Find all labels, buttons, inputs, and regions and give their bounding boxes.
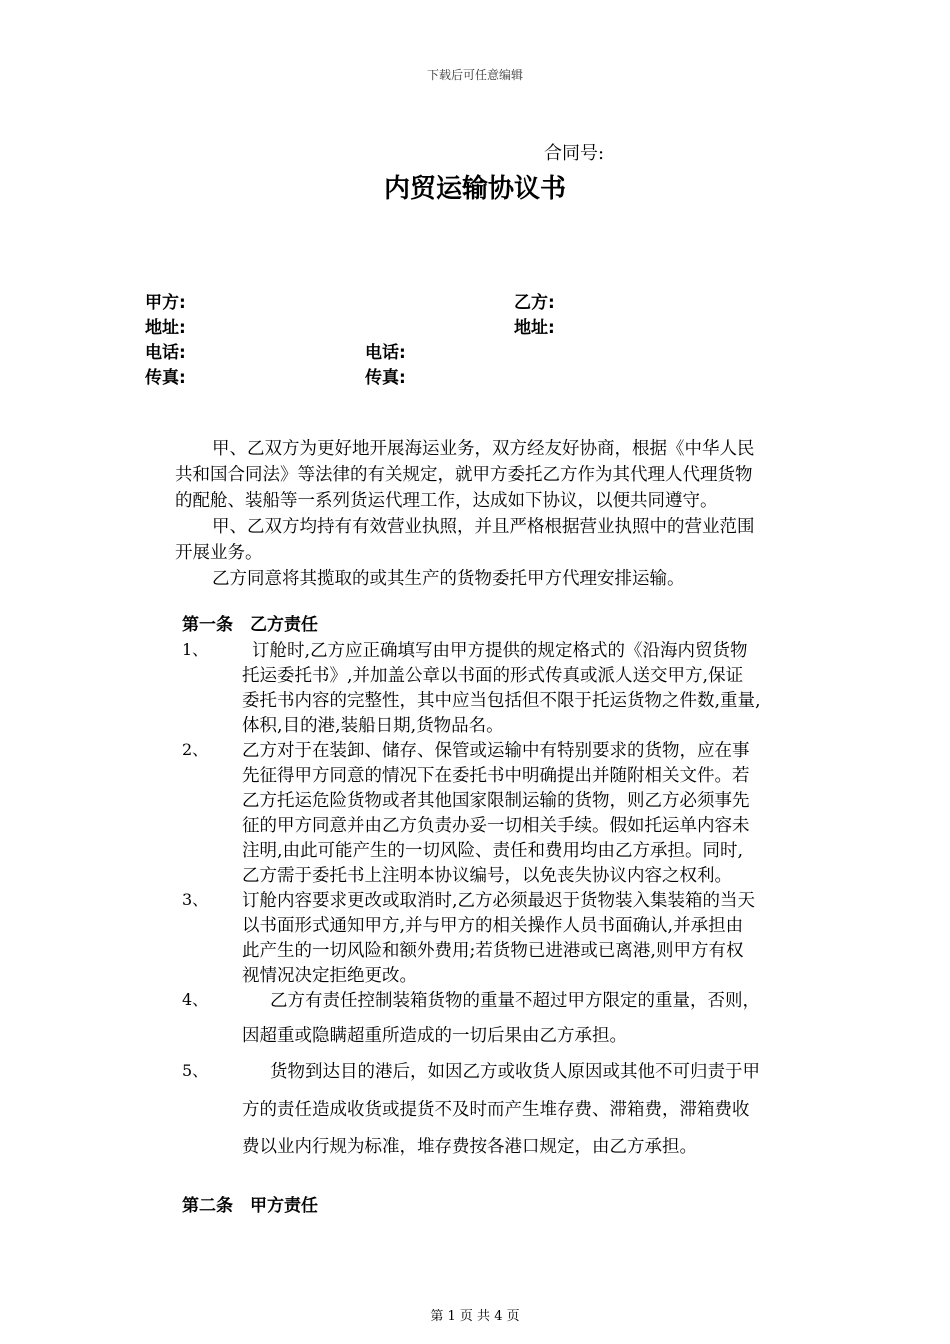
item-line: 委托书内容的完整性，其中应当包括但不限于托运货物之件数,重量, [242, 691, 761, 711]
item-line: 订舱内容要求更改或取消时,乙方必须最迟于货物装入集装箱的当天 [242, 891, 756, 911]
item-number: 2、 [182, 740, 209, 759]
item-line: 视情况决定拒绝更改。 [242, 966, 417, 986]
item-line: 托运委托书》,并加盖公章以书面的形式传真或派人送交甲方,保证 [242, 666, 744, 686]
party-a-address-label: 地址: [145, 318, 186, 338]
document-title: 内贸运输协议书 [383, 174, 566, 204]
item-line: 因超重或隐瞒超重所造成的一切后果由乙方承担。 [242, 1026, 627, 1046]
item-line: 征的甲方同意并由乙方负责办妥一切相关手续。假如托运单内容未 [242, 816, 750, 836]
item-number: 5、 [182, 1061, 209, 1080]
party-a-fax-label: 传真: [145, 368, 186, 388]
item-line: 乙方托运危险货物或者其他国家限制运输的货物，则乙方必须事先 [242, 791, 750, 811]
intro-line: 甲、乙双方均持有有效营业执照，并且严格根据营业执照中的营业范围 [212, 517, 755, 537]
party-b-label: 乙方: [514, 293, 555, 313]
item-line: 先征得甲方同意的情况下在委托书中明确提出并随附相关文件。若 [242, 766, 750, 786]
item-line: 此产生的一切风险和额外费用;若货物已进港或已离港,则甲方有权 [242, 941, 744, 961]
item-number: 1、 [182, 640, 209, 659]
page-footer: 第 1 页 共 4 页 [430, 1309, 520, 1324]
item-line: 体积,目的港,装船日期,货物品名。 [242, 716, 504, 736]
item-line: 方的责任造成收货或提货不及时而产生堆存费、滞箱费，滞箱费收 [242, 1100, 750, 1120]
contract-number-label: 合同号: [544, 143, 605, 164]
item-number: 3、 [182, 890, 209, 909]
party-b-fax-label: 传真: [365, 368, 406, 388]
intro-line: 甲、乙双方为更好地开展海运业务，双方经友好协商，根据《中华人民 [212, 439, 755, 459]
intro-line: 的配舱、装船等一系列货运代理工作，达成如下协议，以便共同遵守。 [175, 491, 718, 511]
item-number: 4、 [182, 990, 209, 1009]
party-a-phone-label: 电话: [145, 343, 186, 363]
page-header: 下载后可任意编辑 [426, 68, 523, 82]
party-a-label: 甲方: [145, 293, 186, 313]
item-line: 注明,由此可能产生的一切风险、责任和费用均由乙方承担。同时, [242, 841, 744, 861]
party-b-phone-label: 电话: [365, 343, 406, 363]
intro-line: 共和国合同法》等法律的有关规定，就甲方委托乙方作为其代理人代理货物 [175, 465, 753, 485]
item-line: 订舱时,乙方应正确填写由甲方提供的规定格式的《沿海内贸货物 [252, 641, 748, 661]
section-1-title: 第一条 乙方责任 [182, 615, 318, 635]
item-line: 乙方有责任控制装箱货物的重量不超过甲方限定的重量，否则， [270, 991, 760, 1011]
item-line: 乙方需于委托书上注明本协议编号，以免丧失协议内容之权利。 [242, 866, 732, 886]
party-b-address-label: 地址: [514, 318, 555, 338]
intro-line: 乙方同意将其揽取的或其生产的货物委托甲方代理安排运输。 [212, 569, 685, 589]
intro-line: 开展业务。 [175, 543, 263, 563]
section-2-title: 第二条 甲方责任 [182, 1196, 318, 1216]
item-line: 费以业内行规为标准，堆存费按各港口规定，由乙方承担。 [242, 1137, 697, 1157]
item-line: 以书面形式通知甲方,并与甲方的相关操作人员书面确认,并承担由 [242, 916, 744, 936]
item-line: 货物到达目的港后，如因乙方或收货人原因或其他不可归责于甲 [270, 1062, 760, 1082]
item-line: 乙方对于在装卸、储存、保管或运输中有特别要求的货物，应在事 [242, 741, 750, 761]
